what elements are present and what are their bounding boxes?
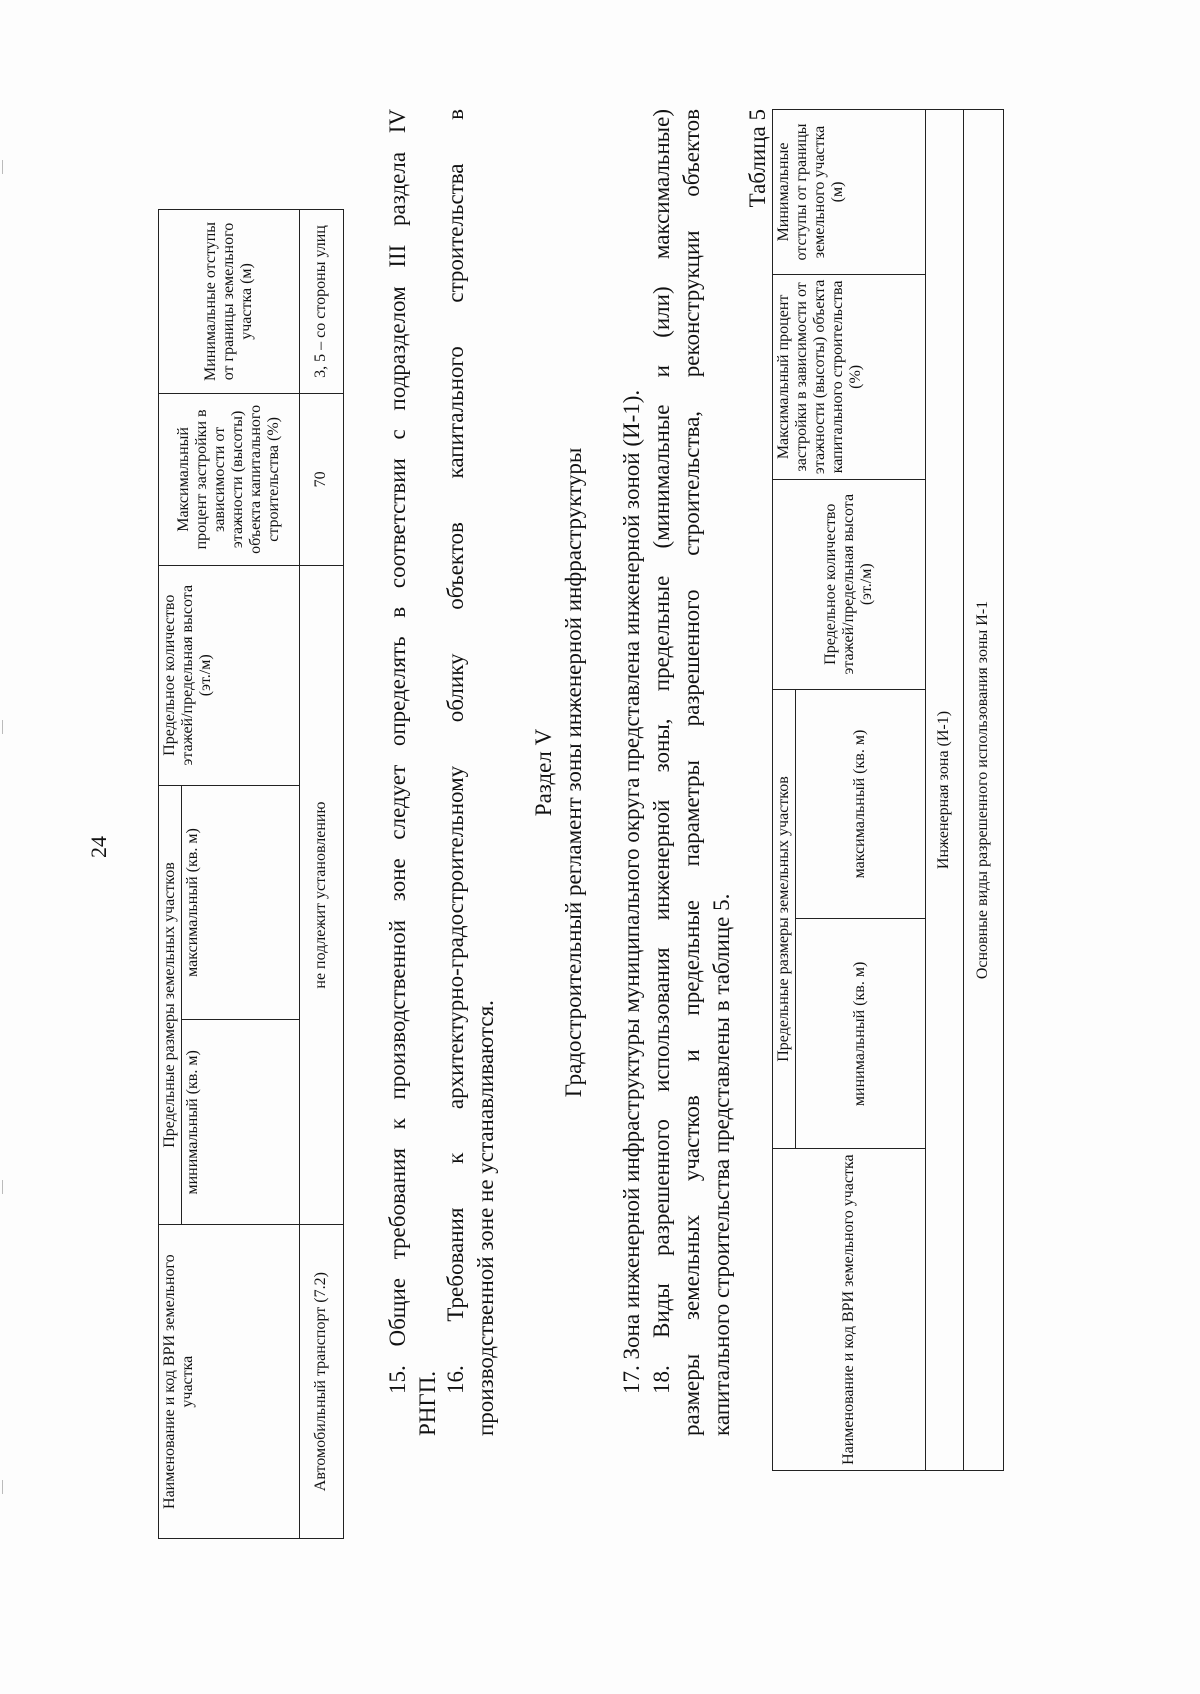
table-5-caption: Таблица 5 (745, 109, 770, 208)
header-build-percent: Максимальный процент застройки в зависимости от этажности (высоты) объекта капитального строительства (%) (159, 393, 300, 565)
row-setback: 3, 5 – со стороны улиц (299, 210, 343, 394)
header-plot-sizes: Предельные размеры земельных участков (773, 689, 796, 1149)
paragraph-18-line-3: капитального строительства представлены в таблице 5. (709, 893, 734, 1436)
header-setback: Минимальные отступы от границы земельного участка (м) (773, 110, 926, 275)
table-5 (772, 109, 1004, 1471)
header-setback: Минимальные отступы от границы земельного участка (м) (159, 210, 300, 394)
paragraph-16-line-1: 16. Требования к архитектурно-градостроительному облику объектов капитального строительства в (443, 109, 468, 1394)
page-number: 24 (86, 836, 111, 858)
main-uses-row: Основные виды разрешенного использования зоны И-1 (963, 110, 1003, 1471)
paragraph-15-line-2: РНГП. (415, 1370, 440, 1436)
header-floors: Предельное количество этажей/предельная высота (эт./м) (159, 565, 300, 785)
paragraph-18-line-1: 18. Виды разрешенного использования инженерной зоны, предельные (минимальные и (или) максимальные) (649, 109, 674, 1394)
header-max-size: максимальный (кв. м) (795, 689, 925, 919)
paragraph-15-line-1: 15. Общие требования к производственной зоне следует определять в соответствии с подразделом III раздела IV (385, 109, 410, 1394)
table-continued (158, 209, 344, 1539)
header-build-percent: Максимальный процент застройки в зависимости от этажности (высоты) объекта капитального строительства (%) (773, 274, 926, 479)
header-floors: Предельное количество этажей/предельная высота (эт./м) (773, 479, 926, 689)
header-max-size: максимальный (кв. м) (181, 785, 299, 1020)
section-title: Раздел V (531, 728, 556, 817)
header-min-size: минимальный (кв. м) (181, 1020, 299, 1225)
header-name-code: Наименование и код ВРИ земельного участка (773, 1149, 926, 1471)
row-name: Автомобильный транспорт (7.2) (299, 1225, 343, 1539)
header-plot-sizes: Предельные размеры земельных участков (159, 785, 182, 1225)
zone-row: Инженерная зона (И-1) (925, 110, 963, 1471)
section-subtitle: Градостроительный регламент зоны инженерной инфраструктуры (561, 447, 586, 1098)
paragraph-16-line-2: производственной зоне не устанавливаются. (473, 1000, 498, 1436)
paragraph-17: 17. Зона инженерной инфраструктуры муниципального округа представлена инженерной зоной (И-1). (619, 389, 644, 1394)
paragraph-18-line-2: размеры земельных участков и предельные параметры разрешенного строительства, реконструкции объектов (679, 109, 704, 1436)
header-min-size: минимальный (кв. м) (795, 919, 925, 1149)
row-build-percent: 70 (299, 393, 343, 565)
header-name-code: Наименование и код ВРИ земельного участка (159, 1225, 300, 1539)
row-sizes-note: не подлежит установлению (299, 565, 343, 1224)
